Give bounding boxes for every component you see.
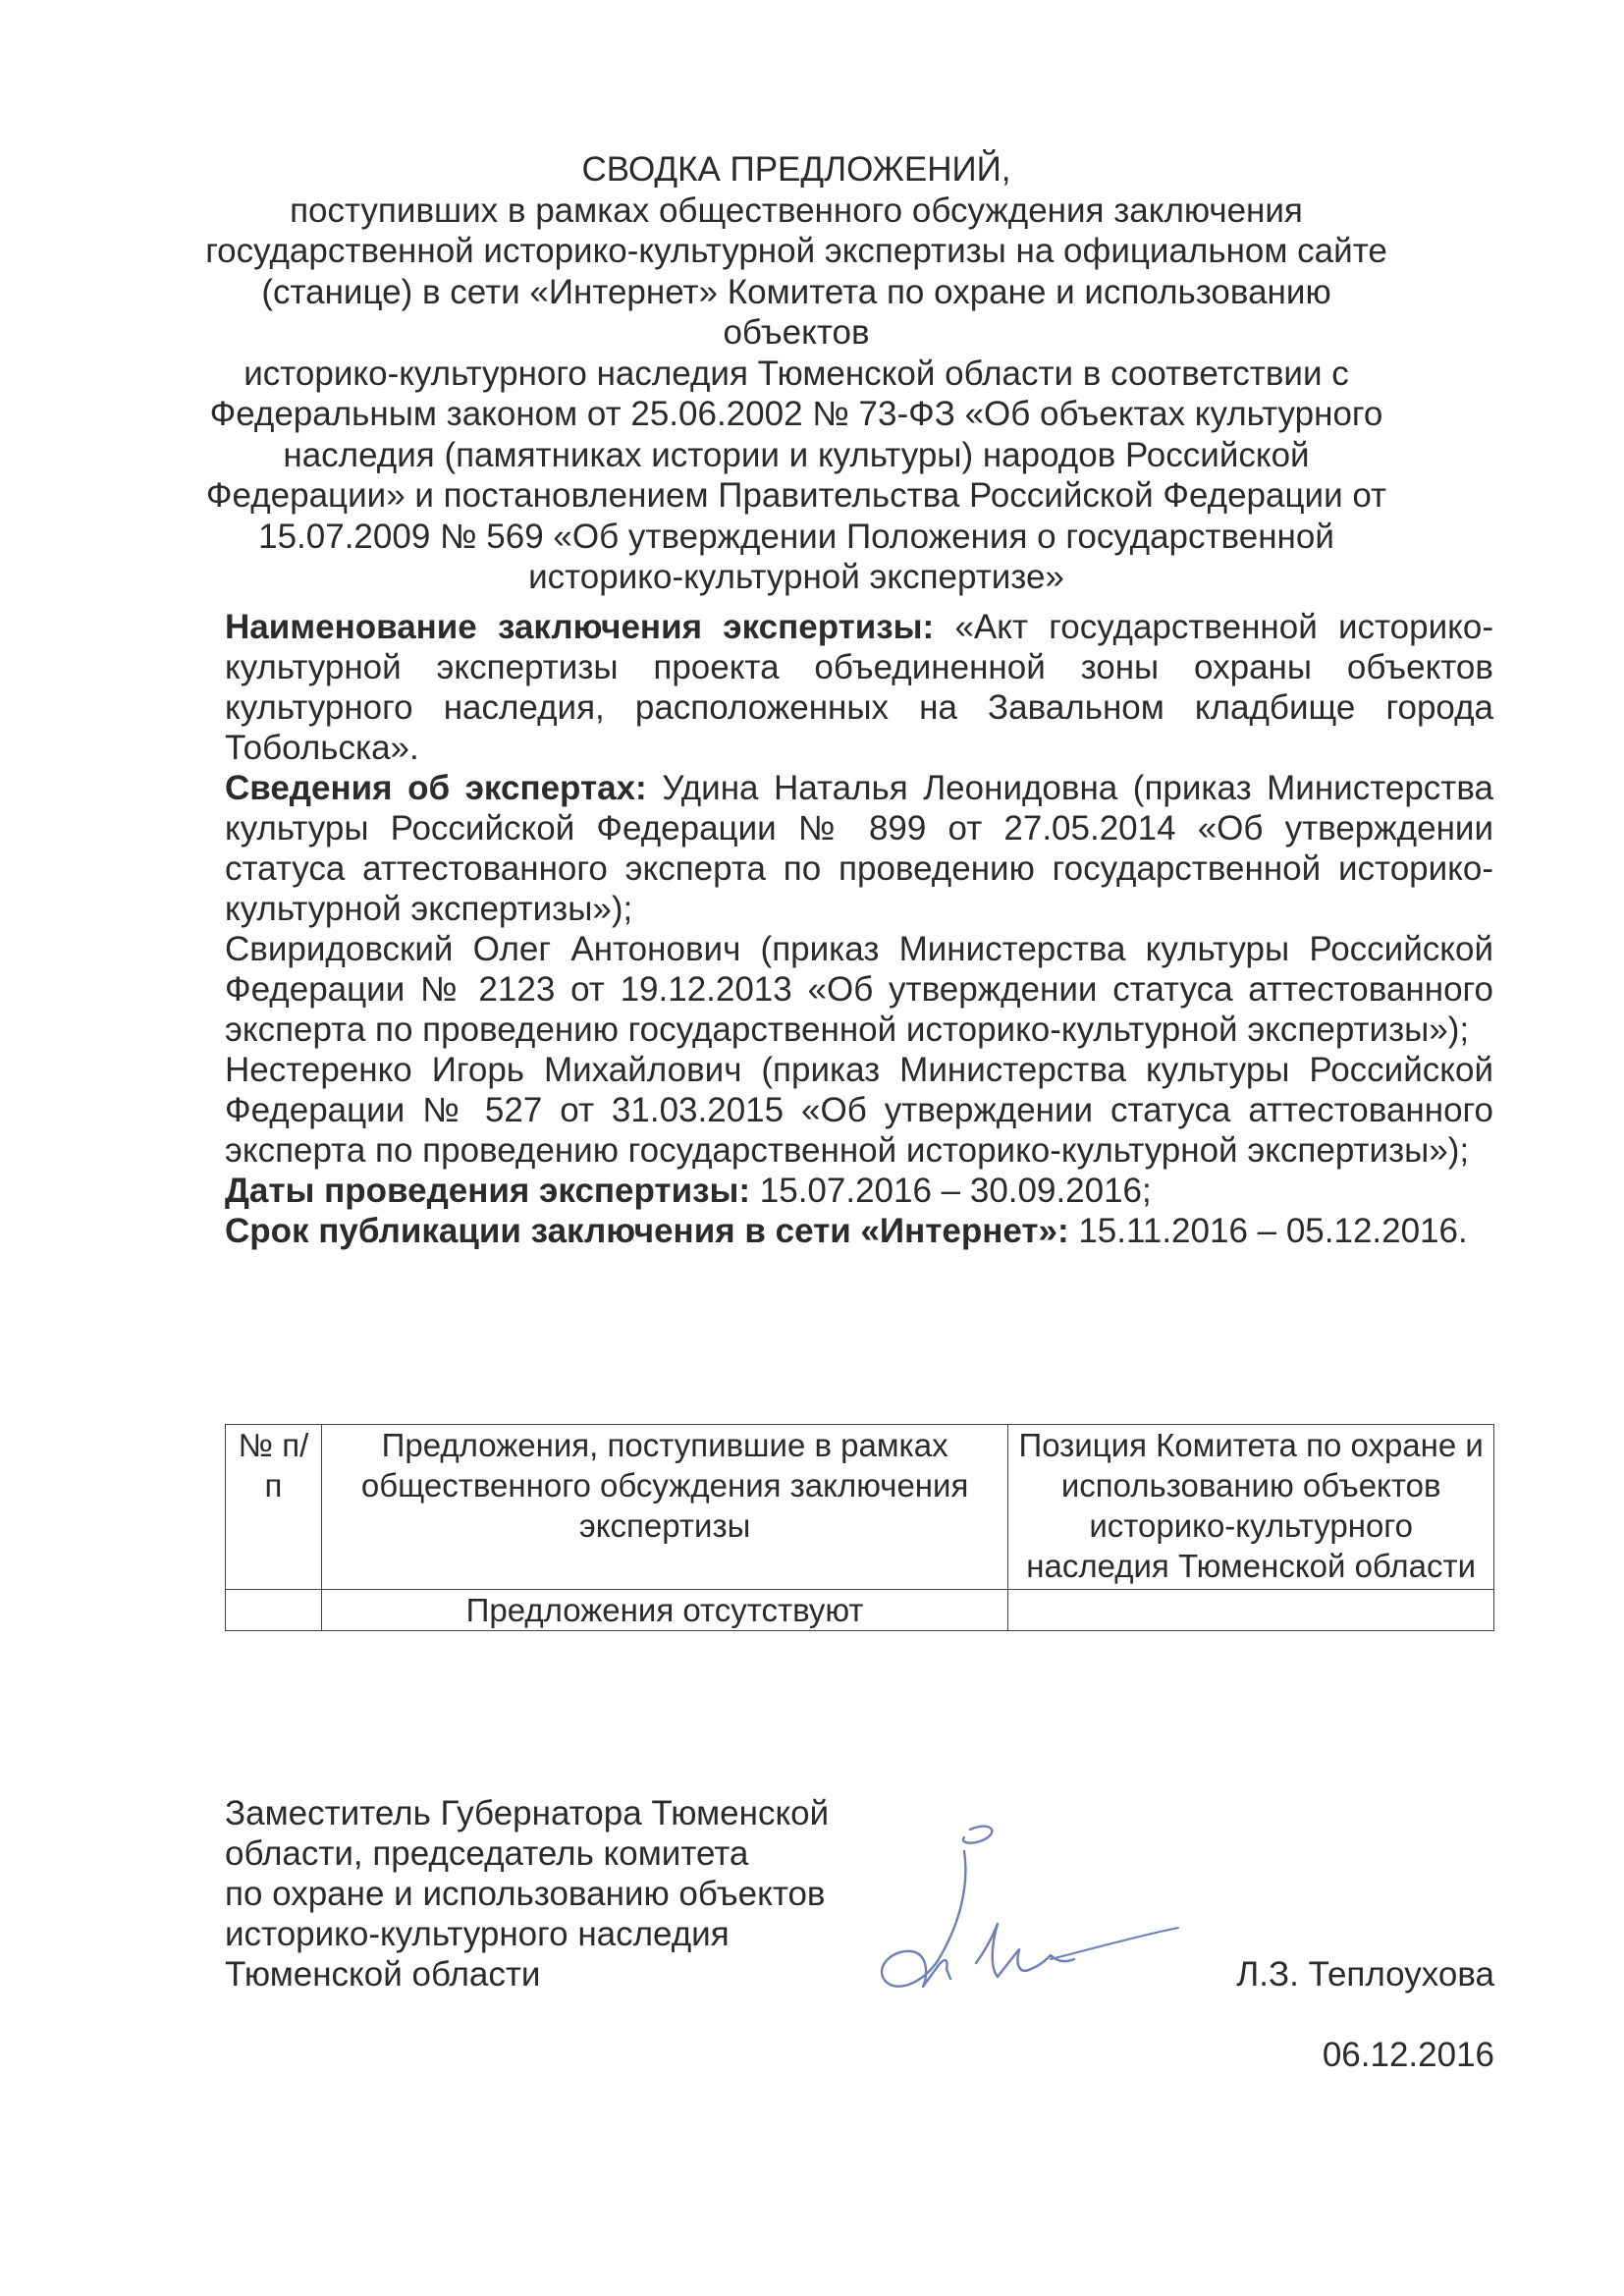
title-line: наследия (памятниках истории и культуры) народов Российской [283, 435, 1310, 474]
proposals-table [225, 1424, 1494, 1631]
experts-label: Сведения об экспертах: [225, 769, 647, 807]
position-line: Заместитель Губернатора Тюменской [225, 1794, 830, 1832]
column-header-committee-position: Позиция Комитета по охране и использованию объектов историко-культурного наследия Тюменской области [1008, 1425, 1494, 1590]
position-line: области, председатель комитета [225, 1834, 749, 1873]
document-date: 06.12.2016 [1322, 2036, 1494, 2074]
title-heading: СВОДКА ПРЕДЛОЖЕНИЙ, [581, 150, 1011, 189]
expertise-dates-label: Даты проведения экспертизы: [225, 1172, 751, 1210]
signatory-position [225, 1793, 932, 1995]
table-header-row [226, 1425, 1494, 1590]
title-line: историко-культурной экспертизе» [528, 558, 1064, 596]
table-row [226, 1590, 1494, 1631]
expert-entry: Свиридовский Олег Антонович (приказ Министерства культуры Российской Федерации № 2123 от 19.12.2013 «Об утверждении статуса аттестованного эксперта по проведению государственной историко-культурной экспертизы»); [225, 930, 1493, 1049]
column-header-proposals: Предложения, поступившие в рамках общественного обсуждения заключения экспертизы [321, 1425, 1007, 1590]
title-line: поступивших в рамках общественного обсуждения заключения [290, 191, 1303, 230]
title-line: государственной историко-культурной экспертизы на официальном сайте [205, 232, 1387, 270]
handwritten-signature [854, 1812, 1188, 2018]
expert-entry: Нестеренко Игорь Михайлович (приказ Министерства культуры Российской Федерации № 527 от 31.03.2015 «Об утверждении статуса аттестованного эксперта по проведению государственной историко-культурной экспертизы»); [225, 1051, 1493, 1170]
expertise-name-value: «Акт государственной историко-культурной экспертизы проекта объединенной зоны охраны объектов культурного наследия, расположенных на Завальном кладбище города Тобольска». [225, 608, 1493, 767]
position-line: по охране и использованию объектов [225, 1875, 826, 1913]
experts-paragraph [225, 768, 1493, 929]
title-line: Федерации» и постановлением Правительства Российской Федерации от [205, 476, 1387, 515]
table-cell [226, 1590, 322, 1631]
signature-stroke [976, 1924, 1074, 1977]
signature-stroke [882, 1851, 965, 1987]
title-line: Федеральным законом от 25.06.2002 № 73-ФЗ «Об объектах культурного [209, 395, 1383, 433]
table-cell [1008, 1590, 1494, 1631]
expert-entry: Удина Наталья Леонидовна (приказ Министерства культуры Российской Федерации № 899 от 27.05.2014 «Об утверждении статуса аттестованного эксперта по проведению государственной историко-культурной экспертизы»); [225, 769, 1493, 928]
position-line: Тюменской области [225, 1955, 541, 1994]
position-line: историко-культурного наследия [225, 1915, 730, 1953]
expertise-name-paragraph [225, 607, 1493, 768]
expertise-dates-value: 15.07.2016 – 30.09.2016; [750, 1172, 1152, 1210]
expertise-info [225, 607, 1493, 1251]
signature-stroke [963, 1827, 992, 1843]
signature-stroke [1051, 1928, 1178, 1959]
title-line: 15.07.2009 № 569 «Об утверждении Положения о государственной [258, 517, 1334, 556]
expertise-name-label: Наименование заключения экспертизы: [225, 608, 935, 646]
expertise-dates-paragraph [225, 1171, 1493, 1211]
publication-paragraph [225, 1211, 1493, 1251]
title-line: (станице) в сети «Интернет» Комитета по охране и использованию объектов [261, 272, 1331, 352]
document-title [196, 149, 1396, 598]
table-cell: Предложения отсутствуют [321, 1590, 1007, 1631]
publication-value: 15.11.2016 – 05.12.2016. [1068, 1212, 1468, 1250]
title-line: историко-культурного наследия Тюменской области в соответствии с [244, 354, 1349, 393]
signatory-name: Л.З. Теплоухова [1236, 1955, 1494, 1994]
publication-label: Срок публикации заключения в сети «Интернет»: [225, 1212, 1069, 1250]
column-header-number: № п/п [226, 1425, 322, 1590]
